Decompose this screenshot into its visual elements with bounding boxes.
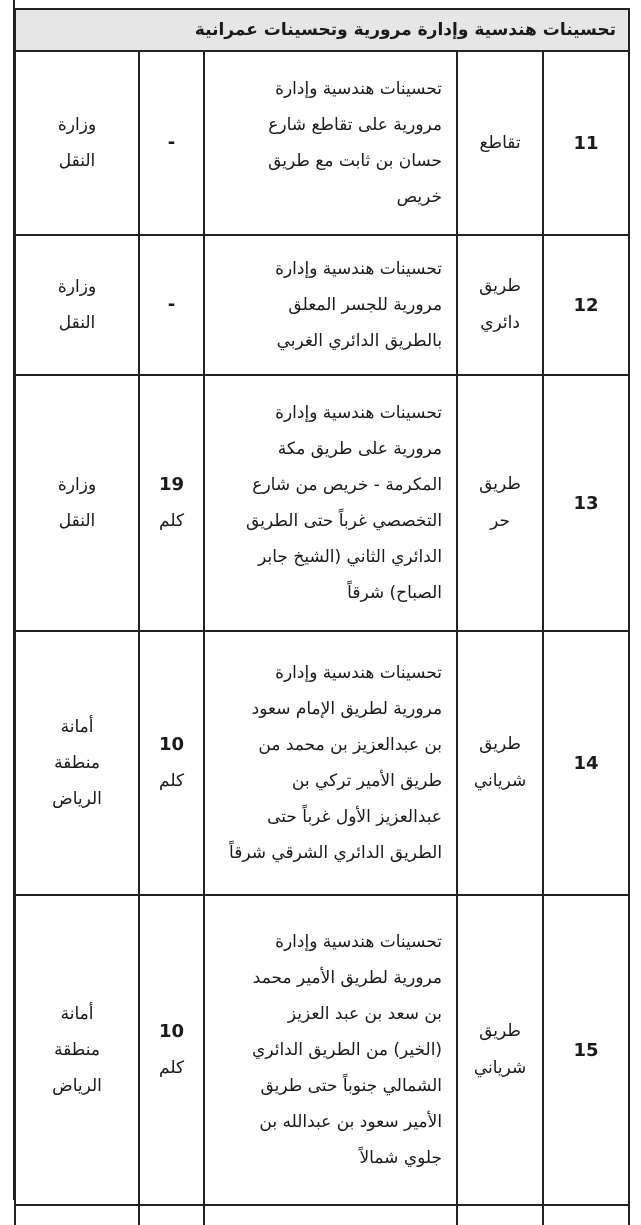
description-line: خريص: [396, 187, 443, 207]
road-type-line: طريق: [479, 1021, 521, 1041]
entity-line: وزارة: [57, 277, 97, 297]
road-type: [457, 51, 543, 235]
road-type: [457, 631, 543, 895]
table-title-row: [15, 9, 629, 51]
length-value: 19: [159, 474, 185, 495]
description-line: تحسينات هندسية وإدارة: [275, 79, 443, 99]
responsible-entity: [15, 51, 139, 235]
description-line: تحسينات هندسية وإدارة: [275, 663, 443, 683]
entity-line: الرياض: [52, 1076, 102, 1096]
empty-cell: [543, 1205, 629, 1225]
description-line: مرورية على تقاطع شارع: [268, 115, 443, 135]
length-value: -: [167, 294, 176, 315]
table-row: [15, 51, 629, 235]
description-line: (الخير) من الطريق الدائري: [252, 1040, 443, 1060]
road-type-line: تقاطع: [479, 132, 521, 153]
description-line: مرورية لطريق الأمير محمد: [252, 968, 443, 988]
description-line: الدائري الثاني (الشيخ جابر: [258, 547, 443, 567]
road-type-line: طريق: [479, 734, 521, 754]
description-line: الطريق الدائري الشرقي شرقاً: [229, 843, 443, 863]
road-type-line: شرياني: [473, 771, 527, 791]
description-line: عبدالعزيز الأول غرباً حتى: [267, 807, 443, 827]
row-number: 13: [543, 375, 629, 631]
project-description: [204, 631, 457, 895]
projects-table: [14, 8, 630, 1225]
table-title: تحسينات هندسية وإدارة مرورية وتحسينات عمرانية: [15, 9, 629, 51]
description-line: تحسينات هندسية وإدارة: [275, 403, 443, 423]
entity-line: أمانة: [60, 717, 94, 737]
description-line: المكرمة - خريص من شارع: [252, 475, 443, 495]
row-number: 15: [543, 895, 629, 1205]
description-line: مرورية للجسر المعلق: [288, 295, 443, 315]
table-row: [15, 375, 629, 631]
entity-line: وزارة: [57, 115, 97, 135]
responsible-entity: [15, 631, 139, 895]
length-value: 10: [159, 1021, 185, 1042]
length-unit: كلم: [159, 771, 185, 791]
project-length: [139, 235, 204, 375]
road-type-line: طريق: [479, 474, 521, 494]
description-line: بن عبدالعزيز بن محمد من: [258, 735, 443, 755]
entity-line: الرياض: [52, 789, 102, 809]
road-type: [457, 375, 543, 631]
entity-line: منطقة: [54, 1040, 100, 1060]
table-row: [15, 631, 629, 895]
project-description: [204, 51, 457, 235]
responsible-entity: [15, 375, 139, 631]
empty-cell: [15, 1205, 139, 1225]
project-length: [139, 51, 204, 235]
empty-cell: [457, 1205, 543, 1225]
entity-line: أمانة: [60, 1004, 94, 1024]
description-line: التخصصي غرباً حتى الطريق: [246, 511, 443, 531]
empty-cell: [139, 1205, 204, 1225]
responsible-entity: [15, 895, 139, 1205]
description-line: تحسينات هندسية وإدارة: [275, 932, 443, 952]
project-length: [139, 895, 204, 1205]
length-unit: كلم: [159, 1058, 185, 1078]
description-line: الأمير سعود بن عبدالله بن: [259, 1112, 443, 1132]
row-number: 12: [543, 235, 629, 375]
entity-line: النقل: [58, 151, 96, 171]
project-length: [139, 631, 204, 895]
responsible-entity: [15, 235, 139, 375]
entity-line: النقل: [58, 511, 96, 531]
row-number: 14: [543, 631, 629, 895]
road-type-line: دائري: [480, 313, 520, 333]
road-type-line: حر: [490, 511, 510, 531]
description-line: جلوي شمالاً: [359, 1148, 443, 1168]
description-line: طريق الأمير تركي بن: [291, 771, 443, 791]
road-type-line: طريق: [479, 276, 521, 296]
description-line: بن سعد بن عبد العزيز: [287, 1004, 443, 1024]
entity-line: منطقة: [54, 753, 100, 773]
road-type-line: شرياني: [473, 1058, 527, 1078]
description-line: مرورية لطريق الإمام سعود: [251, 699, 443, 719]
length-value: 10: [159, 734, 185, 755]
road-type: [457, 895, 543, 1205]
table-row-continued: [15, 1205, 629, 1225]
project-description: [204, 375, 457, 631]
table-row: [15, 895, 629, 1205]
description-line: الشمالي جنوباً حتى طريق: [260, 1076, 443, 1096]
table-row: [15, 235, 629, 375]
description-line: الصباح) شرقاً: [347, 583, 443, 603]
length-value: -: [167, 132, 176, 153]
project-description: [204, 895, 457, 1205]
row-number: 11: [543, 51, 629, 235]
entity-line: وزارة: [57, 475, 97, 495]
description-line: مرورية على طريق مكة: [277, 439, 443, 459]
empty-cell: [204, 1205, 457, 1225]
description-line: بالطريق الدائري الغربي: [276, 331, 443, 351]
description-line: تحسينات هندسية وإدارة: [275, 259, 443, 279]
description-line: حسان بن ثابت مع طريق: [268, 151, 443, 171]
length-unit: كلم: [159, 511, 185, 531]
project-description: [204, 235, 457, 375]
project-length: [139, 375, 204, 631]
road-type: [457, 235, 543, 375]
entity-line: النقل: [58, 313, 96, 333]
